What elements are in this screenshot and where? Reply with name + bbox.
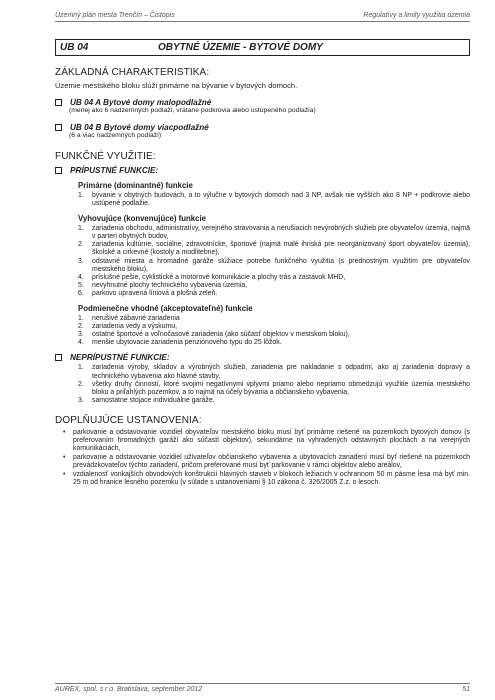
primary-title: Primárne (dominantné) funkcie	[78, 181, 193, 190]
option-b-desc: (6 a viac nadzemných podlaží)	[69, 131, 162, 139]
supporting-list	[55, 225, 470, 298]
additional-list	[63, 429, 470, 488]
list-item: 3. ostatné športové a voľnočasové zariadenia (ako súčasť objektov v mestskom bloku),	[78, 331, 350, 339]
functional-heading: FUNKČNÉ VYUŽITIE:	[55, 151, 156, 162]
option-b	[55, 123, 470, 141]
basic-heading: ZÁKLADNÁ CHARAKTERISTIKA:	[55, 67, 210, 78]
conditional-title: Podmienečne vhodné (akceptovateľné) funkcie	[78, 304, 253, 314]
forbidden-list	[55, 364, 470, 404]
forbidden-title: NEPRÍPUSTNÉ FUNKCIE:	[55, 353, 470, 362]
header-right: Regulatívy a limity využitia územia	[363, 12, 470, 19]
list-item: 1. nerušivé zábavné zariadenia	[78, 315, 180, 323]
list-item: 1. zariadenia obchodu, administratívy, verejného stravovania a nerušiacich nevýrobných služieb pre obyvateľov územia, najmä v parteri obytných budov,	[78, 225, 471, 241]
primary-list	[55, 192, 470, 208]
list-item: 6. parkovo upravená líniová a plošná zeleň.	[78, 289, 218, 297]
page-footer	[55, 683, 470, 693]
checkbox-icon	[55, 124, 62, 131]
list-item: 3. odstavné miesta a hromadné garáže slúžiace potrebe funkčného využitia (s prednostným využitím pre obyvateľov mestského bloku),	[78, 257, 470, 273]
list-item: 4. príslušné pešie, cyklistické a motorové komunikácie a plochy trás a zastávok MHD,	[78, 273, 346, 281]
checkbox-icon	[55, 354, 62, 361]
option-a-desc: (menej ako 6 nadzemných podlaží, vrátane podkrovia alebo ustúpeného podlažia)	[69, 107, 316, 114]
list-item: • parkovanie a odstavovanie vozidiel užívateľov občianskeho vybavenia a ubytovacích zariadení musí byť riešené na pozemkoch prevádzkovateľov týchto zariadení, pričom preferované musí byť parkovanie v rámci objektov alebo areálov,	[63, 454, 470, 470]
footer-left: AUREX, spol. s r.o. Bratislava, september 2012	[55, 686, 203, 693]
checkbox-icon	[55, 99, 62, 106]
allowed-title: PRÍPUSTNÉ FUNKCIE:	[55, 166, 470, 175]
option-a	[55, 98, 470, 116]
list-item: 2. zariadenia kultúrne, sociálne, zdravotnícke, športové (najmä malé ihriská pre neorganizovaný šport obyvateľov územia), školské a cirkevné (kostoly a modlitebne),	[78, 241, 470, 257]
basic-text: Územie mestského bloku slúži primárne na bývanie v bytových domoch.	[55, 81, 298, 90]
additional-heading: DOPLŇUJÚCE USTANOVENIA:	[55, 414, 202, 426]
option-b-title: UB 04 B Bytové domy viacpodlažné	[70, 122, 209, 132]
list-item: 2. zariadenia vedy a výskumu,	[78, 323, 178, 331]
conditional-list	[55, 315, 470, 347]
list-item: 4. menšie ubytovacie zariadenia penziónového typu do 25 lôžok.	[78, 339, 282, 347]
bullet-icon: •	[63, 471, 66, 479]
header-left: Územný plán mesta Trenčín – Čistopis	[55, 12, 175, 19]
option-a-title: UB 04 A Bytové domy malopodlažné	[70, 98, 212, 107]
list-item: • parkovanie a odstavovanie vozidiel obyvateľov mestského bloku musí byť primárne riešené na pozemkoch bytových domov (s preferovaním hromadných garáží ako súčastí objektov), sekundárne na vyhradených odstavných plochách a na verejných komunikáciách,	[63, 428, 470, 453]
list-item: 2. všetky druhy činností, ktoré svojimi negatívnymi vplyvmi priamo alebo nepriamo obmedzujú využitie územia mestského bloku a priľahlých pozemkov, a to najmä na účely bývania a občianskeho vybavenia,	[78, 380, 470, 396]
bullet-icon: •	[63, 428, 66, 436]
list-item: 3. samostatne stojace individuálne garáže.	[78, 396, 215, 404]
block-code: UB 04	[60, 42, 89, 53]
checkbox-icon	[55, 167, 62, 174]
list-item: 1. zariadenia výroby, skladov a výrobných služieb, zariadenia pre nakladanie s odpadmi, ako aj zariadenia dopravy a technického vybavenia ako hlavné stavby,	[78, 364, 470, 380]
block-title: OBYTNÉ ÚZEMIE - BYTOVÉ DOMY	[158, 42, 323, 53]
document-page	[55, 12, 470, 489]
page-number: 51	[462, 686, 470, 693]
title-box	[55, 39, 470, 56]
bullet-icon: •	[63, 454, 66, 462]
supporting-title: Vyhovujúce (konvenujúce) funkcie	[78, 214, 206, 224]
list-item: 5. nevyhnutné plochy technického vybavenia územia,	[78, 281, 248, 289]
list-item: 1. bývanie v obytných budovách, a to výlučne v bytových domoch nad 3 NP, avšak nie vyšších ako 8 NP + podkrovie alebo ustúpené podlažie.	[78, 192, 470, 208]
page-header	[55, 12, 470, 22]
list-item: • vzdialenosť vonkajších obvodových konštrukcií hlavných stavieb v blokoch ležiacich v ochrannom 50 m pásme lesa má byť min. 25 m od hranice lesného pozemku (v súlade s ustanoveniami § 10 zákona č. 326/2005 Z.z. o lesoch.	[63, 471, 470, 487]
